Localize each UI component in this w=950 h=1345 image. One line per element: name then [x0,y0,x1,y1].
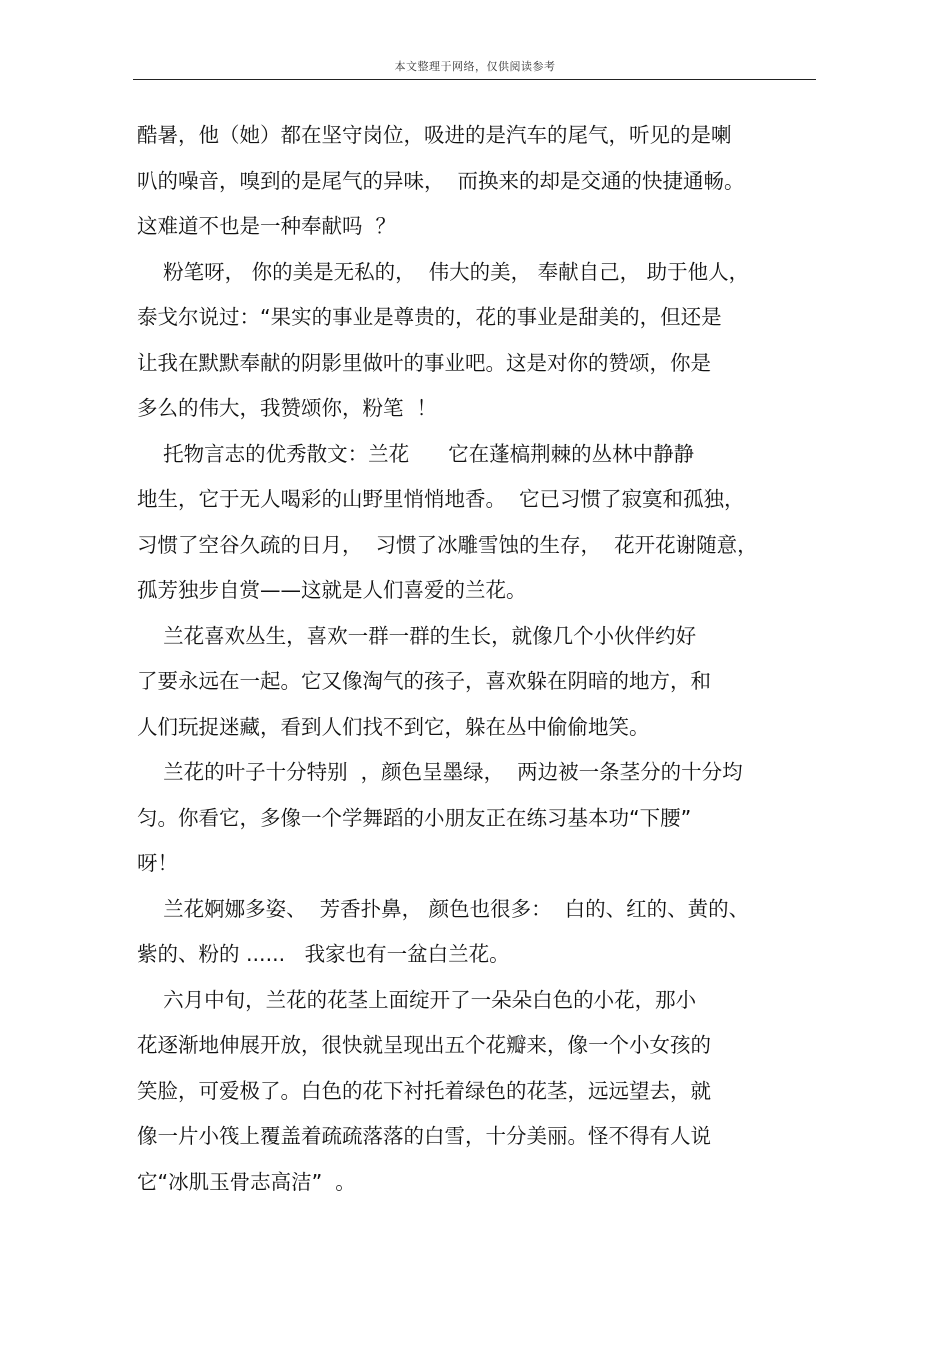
text-line: 人们玩捉迷藏，看到人们找不到它，躲在丛中偷偷地笑。 [137,714,650,739]
text-line: 笑脸，可爱极了。白色的花下衬托着绿色的花茎，远远望去，就 [137,1078,711,1103]
text-line: 这难道不也是一种奉献吗 ？ [137,214,397,238]
text-line: 兰花喜欢丛生，喜欢一群一群的生长，就像几个小伙伴约好 [137,623,697,648]
text-line: 酷暑，他（她）都在坚守岗位，吸进的是汽车的尾气，听见的是喇 [137,123,732,147]
text-line: 紫的、粉的 ...... 我家也有一盆白兰花。 [137,942,510,966]
text-line: 花逐渐地伸展开放，很快就呈现出五个花瓣来，像一个小女孩的 [137,1033,711,1057]
text-line: 泰戈尔说过：“果实的事业是尊贵的，花的事业是甜美的，但还是 [137,305,722,329]
text-line: 匀。你看它，多像一个学舞蹈的小朋友正在练习基本功“下腰” [137,805,692,830]
text-line: 粉笔呀， 你的美是无私的， 伟大的美， 奉献自己， 助于他人， [137,259,750,284]
page-header: 本文整理于网络，仅供阅读参考 [394,60,556,73]
text-line: 习惯了空谷久疏的日月， 习惯了冰雕雪蚀的生存， 花开花谢随意， [137,532,758,557]
text-line: 呀！ [137,851,178,875]
text-line: 让我在默默奉献的阴影里做叶的事业吧。这是对你的赞颂，你是 [137,350,711,375]
text-line: 孤芳独步自赏——这就是人们喜爱的兰花。 [137,578,527,602]
header-divider [133,79,816,80]
text-line: 六月中旬，兰花的花茎上面绽开了一朵朵白色的小花，那小 [137,987,697,1012]
text-line: 兰花的叶子十分特别 ，颜色呈墨绿， 两边被一条茎分的十分均 [137,760,743,784]
text-line: 了要永远在一起。它又像淘气的孩子，喜欢躲在阴暗的地方，和 [137,669,711,693]
text-line: 叭的噪音，嗅到的是尾气的异味， 而换来的却是交通的快捷通畅。 [137,168,745,193]
document-body [137,117,817,1209]
text-line: 地生，它于无人喝彩的山野里悄悄地香。 它已习惯了寂寞和孤独， [137,487,745,511]
text-line: 兰花婀娜多姿、 芳香扑鼻， 颜色也很多： 白的、红的、黄的、 [137,896,750,921]
text-line: 多么的伟大，我赞颂你，粉笔 ！ [137,396,438,420]
text-line: 托物言志的优秀散文：兰花 它在蓬槁荆棘的丛林中静静 [137,441,695,466]
text-line: 像一片小筏上覆盖着疏疏落落的白雪，十分美丽。怪不得有人说 [137,1124,711,1148]
text-line: 它“冰肌玉骨志高洁” 。 [137,1169,356,1194]
